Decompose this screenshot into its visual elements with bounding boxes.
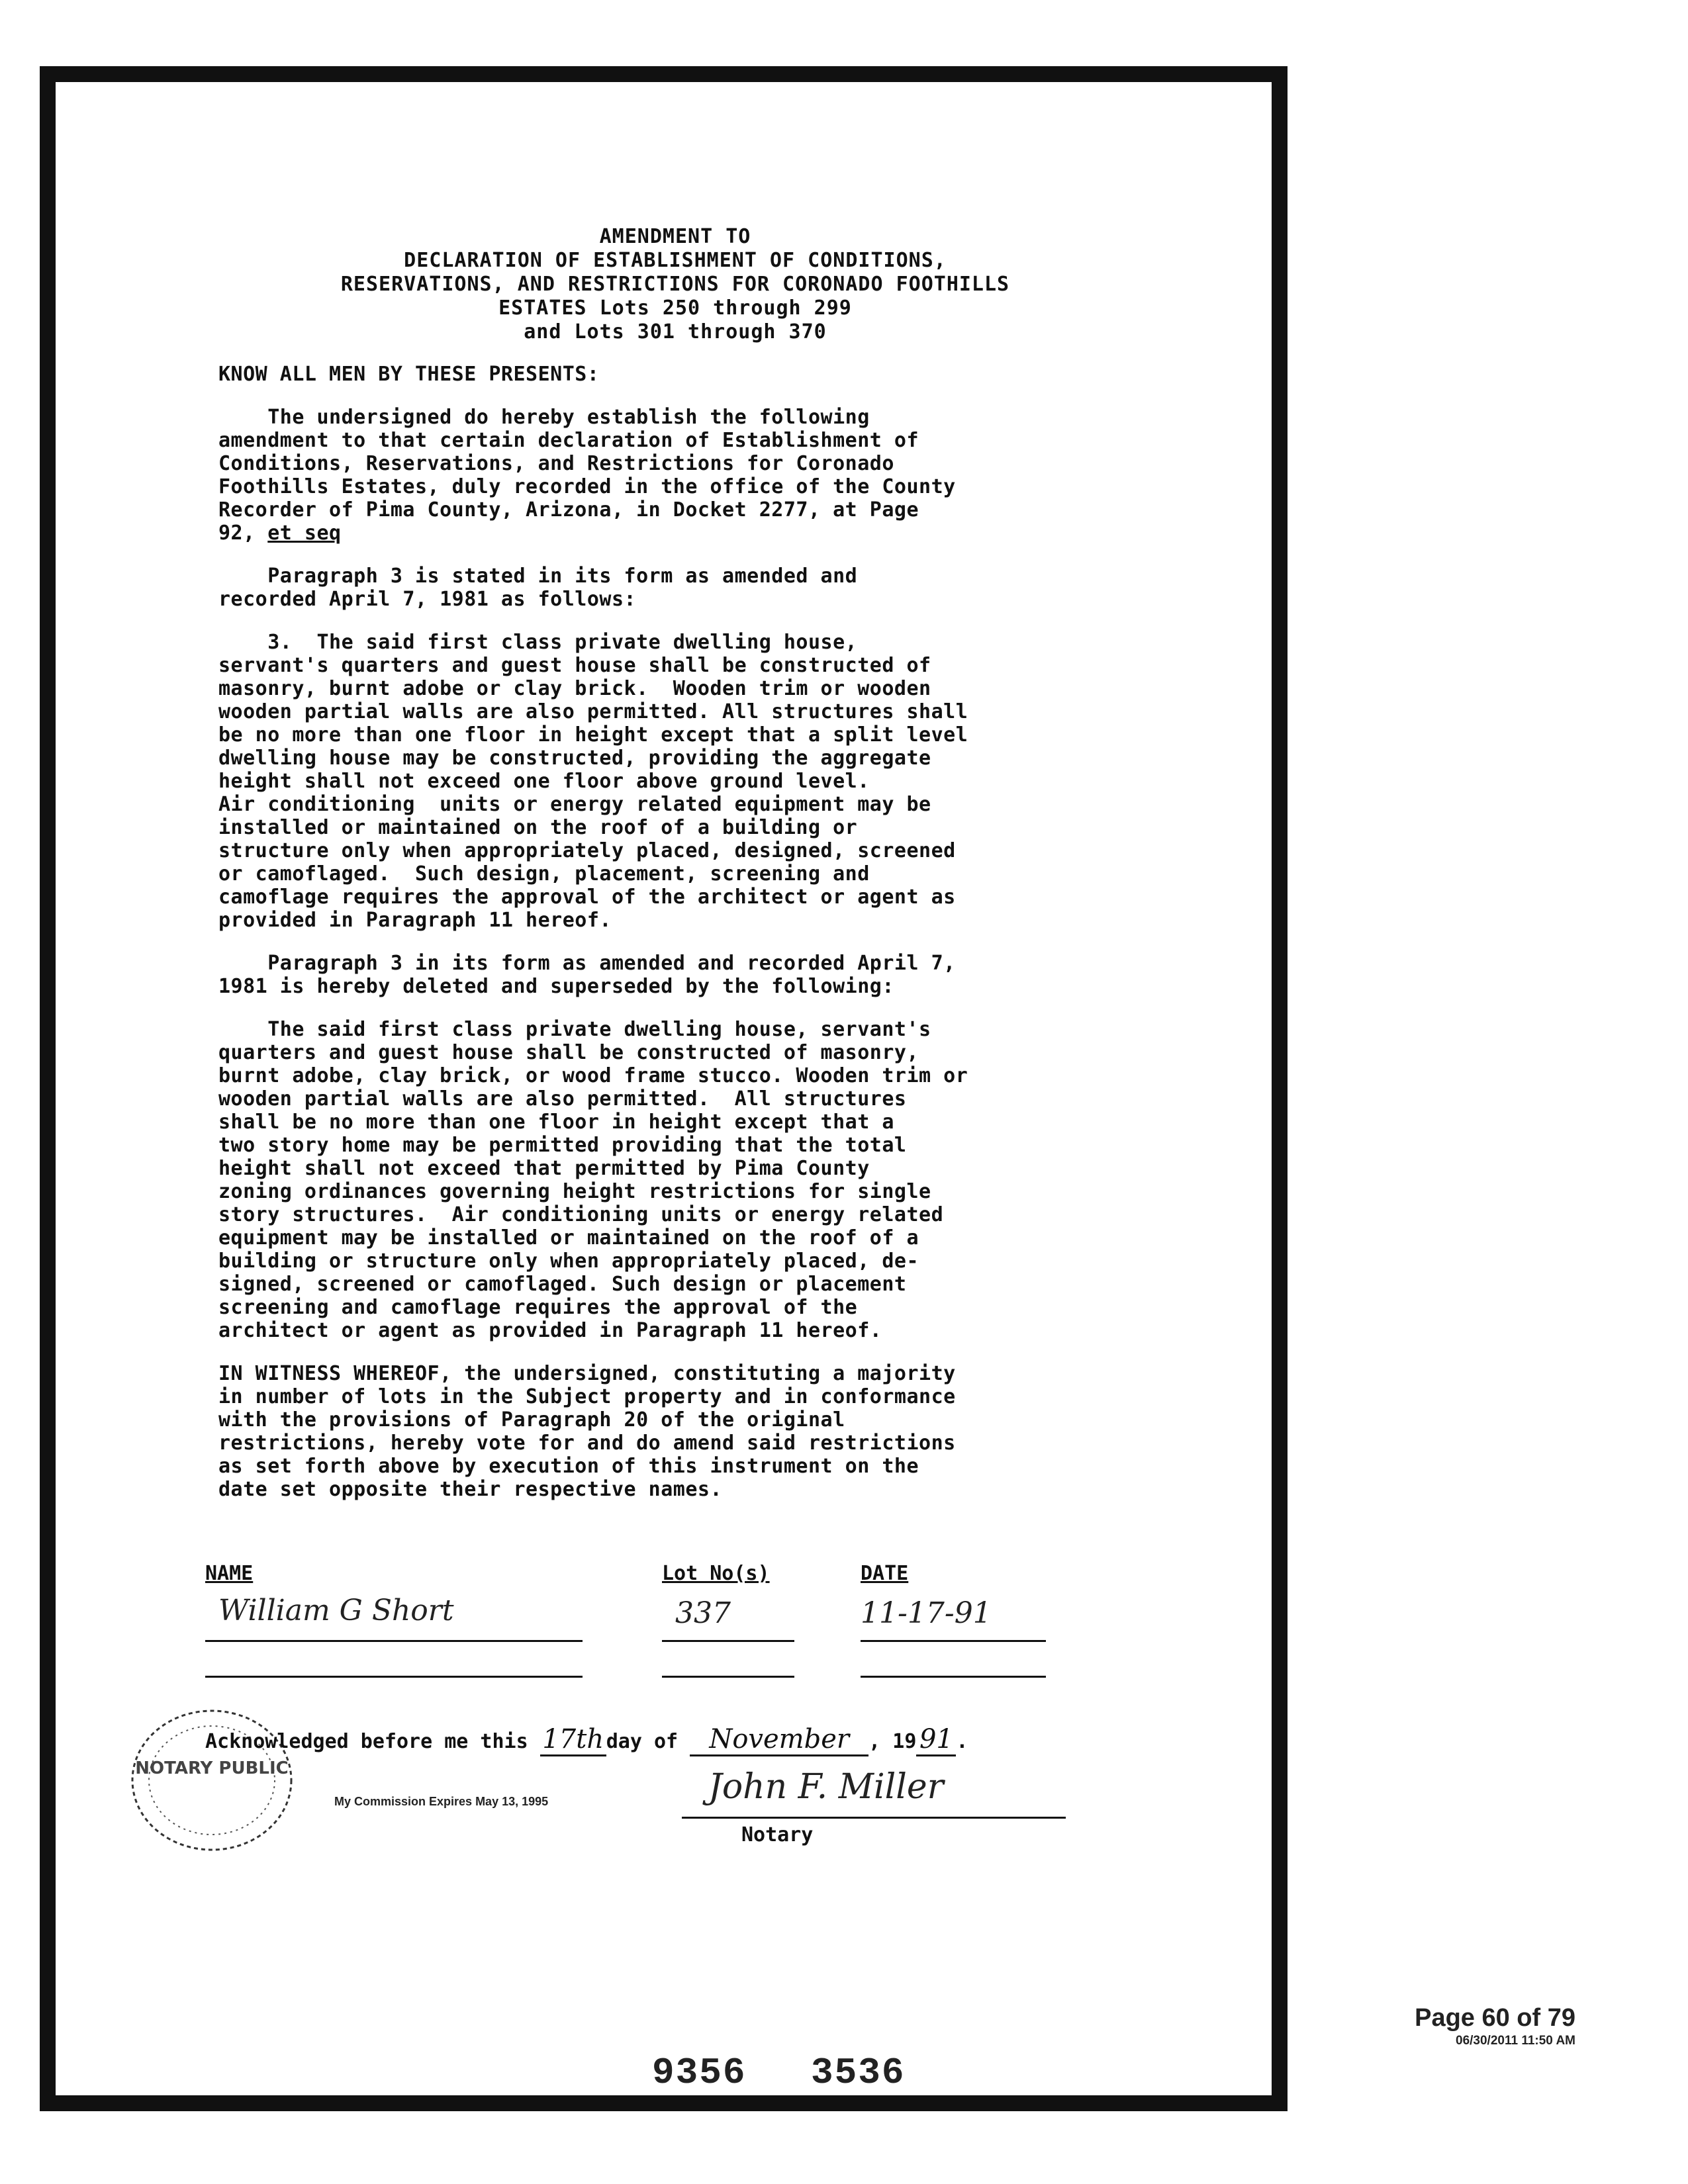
document-title [218,225,1132,344]
lot-line-2 [662,1676,794,1678]
ack-day: 17th [540,1724,606,1756]
col-lot-header: Lot No(s) [662,1562,770,1585]
date-line-2 [861,1676,1046,1678]
title-line: and Lots 301 through 370 [524,320,827,343]
et-seq: et seq [267,522,342,545]
notary-seal-stamp [113,1694,311,1866]
notary-label: Notary [741,1823,814,1846]
col-name-header: NAME [205,1562,254,1585]
title-line: AMENDMENT TO [599,225,751,248]
intro-text: The undersigned do hereby establish the following amendment to that certain declaration of Establishment of Conditions, Reservations, and Restrictions for Coronado Foothills Estates, duly recorded in the office of the County Recorder of Pima County, Arizona, in Docket 2277, at Page 92, [218,406,956,545]
know-all-heading: KNOW ALL MEN BY THESE PRESENTS: [218,363,600,386]
witness-paragraph: IN WITNESS WHEREOF, the undersigned, constituting a majority in number of lots in the Subject property and in conformance with the provisions of Paragraph 20 of the original restrictions, hereby vote for and do amend said restrictions as set forth above by execution of this instrument on the date set opposite their respective names. [218,1362,956,1501]
ack-month: November [690,1724,868,1756]
seal-text: NOTARY PUBLIC [135,1758,289,1778]
ack-mid: day of [606,1730,679,1753]
title-line: ESTATES Lots 250 through 299 [498,296,852,320]
commission-expires: My Commission Expires May 13, 1995 [334,1795,549,1808]
ack-suffix: . [956,1730,968,1753]
name-line-1 [205,1640,583,1642]
signer-date: 11-17-91 [861,1596,992,1630]
lot-line-1 [662,1640,794,1642]
ack-prefix: Acknowledged before me this [205,1730,528,1753]
document-body [218,225,1132,1501]
signer-name-signature: William G Short [218,1594,454,1627]
stamp-timestamp: 06/30/2011 11:50 AM [1456,2034,1575,2048]
title-line: RESERVATIONS, AND RESTRICTIONS FOR CORONADO FOOTHILLS [340,273,1010,296]
col-date-header: DATE [861,1562,909,1585]
date-line-1 [861,1640,1046,1642]
signature-table [205,1562,1066,1681]
acknowledgment-line [205,1724,968,1756]
ack-year: 91 [916,1724,956,1756]
signer-lot: 337 [675,1596,731,1630]
paragraph-deleted-notice: Paragraph 3 in its form as amended and recorded April 7, 1981 is hereby deleted and superseded by the following: [218,952,956,998]
paragraph-3-original: 3. The said first class private dwelling house, servant's quarters and guest house shall be constructed of masonry, burnt adobe or clay brick. Wooden trim or wooden wooden partial walls are also permitted. All structures shall be no more than one floor in height except that a split level dwelling house may be constructed, providing the aggregate height shall not exceed one floor above ground level. Air conditioning units or energy related equipment may be installed or maintained on the roof of a building or structure only when appropriately placed, designed, screened or camoflaged. Such design, placement, screening and camoflage requires the approval of the architect or agent as provided in Paragraph 11 hereof. [218,631,968,932]
page-stamp [1377,2004,1575,2048]
title-line: DECLARATION OF ESTABLISHMENT OF CONDITIONS, [404,249,947,272]
ack-year-prefix: , 19 [868,1730,917,1753]
notary-signature-line [682,1817,1066,1819]
paragraph-3-new: The said first class private dwelling house, servant's quarters and guest house shall be constructed of masonry, burnt adobe, clay brick, or wood frame stucco. Wooden trim or wooden partial walls are also permitted. All structures shall be no more than one floor in height except that a two story home may be permitted providing that the total height shall not exceed that permitted by Pima County zoning ordinances governing height restrictions for single story structures. Air conditioning units or energy related equipment may be installed or maintained on the roof of a building or structure only when appropriately placed, de- signed, screened or camoflaged. Such design or placement screening and camoflage requires the approval of the architect or agent as provided in Paragraph 11 hereof. [218,1018,968,1342]
name-line-2 [205,1676,583,1678]
page-count: Page 60 of 79 [1415,2004,1575,2032]
notary-signature: John F. Miller [708,1767,944,1807]
page-number: 3536 [811,2052,906,2094]
docket-number: 9356 [652,2052,747,2094]
paragraph-2: Paragraph 3 is stated in its form as amended and recorded April 7, 1981 as follows: [218,565,858,611]
intro-paragraph [218,406,1132,545]
